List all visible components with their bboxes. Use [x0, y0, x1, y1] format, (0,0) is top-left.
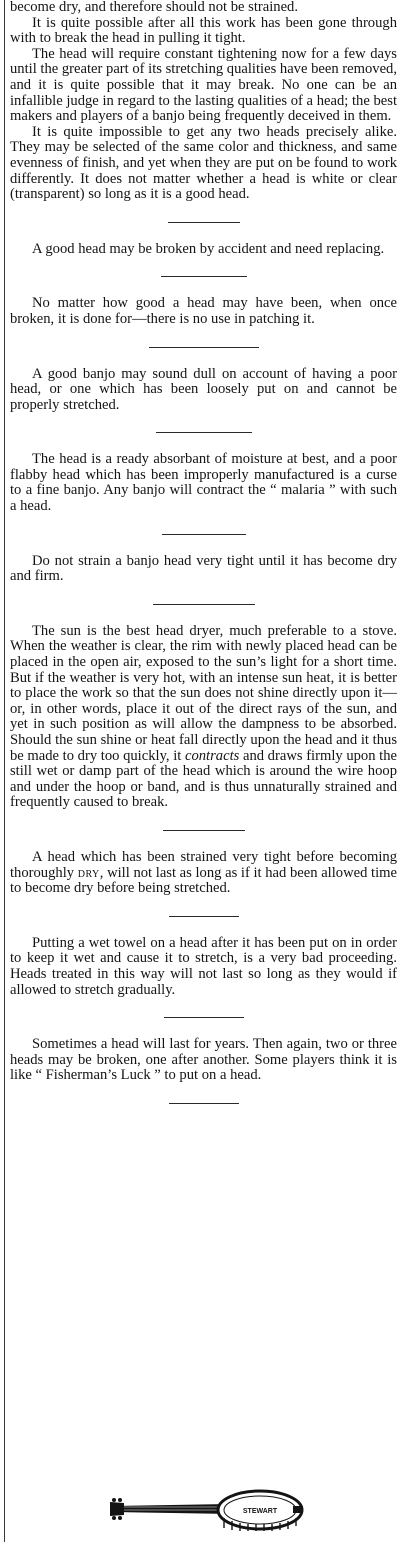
paragraph-strained-tight	[10, 850, 397, 897]
section-divider	[161, 276, 247, 277]
paragraph-tightening: The head will require constant tightening now for a few days until the greater part of its stretching qualities have been removed, and it is quite possible that it may break. No one can be an infallible judge in regard to the lasting qualities of a head; the best makers and players of a banjo being frequently deceived in them.	[10, 45, 398, 125]
ornament-label: STEWART	[242, 1508, 278, 1515]
column-rule	[4, 0, 5, 1542]
note-no-patching: No matter how good a head may have been, when once broken, it is done for—there is no use in patching it.	[10, 295, 397, 327]
continued-text: become dry, and therefore should not be strained.	[10, 0, 298, 15]
note-do-not-strain: Do not strain a banjo head very tight until it has become dry and firm.	[10, 552, 397, 585]
paragraph-wet-towel: Putting a wet towel on a head after it has been put on in order to keep it wet and cause it to stretch, is a very bad proceeding. Heads treated in this way will not last so long as they would if allowed to stretch gradually.	[10, 934, 397, 998]
article-column	[10, 0, 397, 1123]
section-divider	[163, 830, 245, 831]
section-divider	[164, 1017, 244, 1018]
emphasis-contracts: contracts	[184, 747, 240, 764]
section-divider	[162, 534, 246, 535]
section-divider	[169, 1103, 239, 1104]
section-divider	[156, 432, 252, 433]
strain-text-end: , will not last as long as if it had been allowed time to become dry before being stretched.	[10, 864, 397, 897]
note-broken-by-accident: A good head may be broken by accident and need replacing.	[32, 240, 385, 257]
small-caps-dry: dry	[77, 864, 100, 881]
section-divider	[149, 347, 259, 348]
note-moisture: The head is a ready absorbant of moisture at best, and a poor flabby head which has been improperly manufactured is a curse to a fine banjo. Any banjo will contract the “ malaria ” with such a head.	[10, 451, 397, 515]
paragraph-fishermans-luck: Sometimes a head will last for years. Then again, two or three heads may be broken, one after another. Some players think it is like “ Fisherman’s Luck ” to put on a head.	[10, 1036, 397, 1084]
banjo-icon	[110, 1488, 310, 1532]
paragraph-heads-alike: It is quite impossible to get any two heads precisely alike. They may be selected of the same color and thickness, and same evenness of finish, and yet when they are put on be found to work differently. It does not matter whether a head is white or clear (transparent) so long as it is a good head.	[10, 123, 397, 203]
note-dull-banjo: A good banjo may sound dull on account of having a poor head, or one which has been loosely put on and cannot be properly stretched.	[10, 365, 397, 413]
section-divider	[168, 222, 240, 223]
banjo-ornament	[110, 1488, 310, 1532]
section-divider	[153, 604, 255, 605]
sun-text-end: and draws firmly upon the still wet or damp part of the head which is around the wire hoop and under the hoop or band, and is thus unnaturally strained and frequently caused to break.	[10, 747, 397, 811]
section-divider	[169, 916, 239, 917]
paragraph-sun-dryer	[10, 624, 397, 811]
sun-text-start: The sun is the best head dryer, much preferable to a stove. When the weather is clear, the rim with newly placed head can be placed in the open air, exposed to the sun’s light for a short time. But if the weather is very hot, with an intense sun heat, it is better to place the work so that the sun does not shine directly upon it—or, in other words, place it out of the direct rays of the sun, and yet in such position as will allow the dampness to be absorbed. Should the sun shine or heat fall directly upon the head and it thus be made to dry too quickly, it	[10, 622, 397, 764]
strain-text-start: A head which has been strained very tight before becoming thoroughly	[10, 848, 397, 881]
paragraph-possible-break: It is quite possible after all this work has been gone through with to break the head in pulling it tight.	[10, 14, 397, 47]
